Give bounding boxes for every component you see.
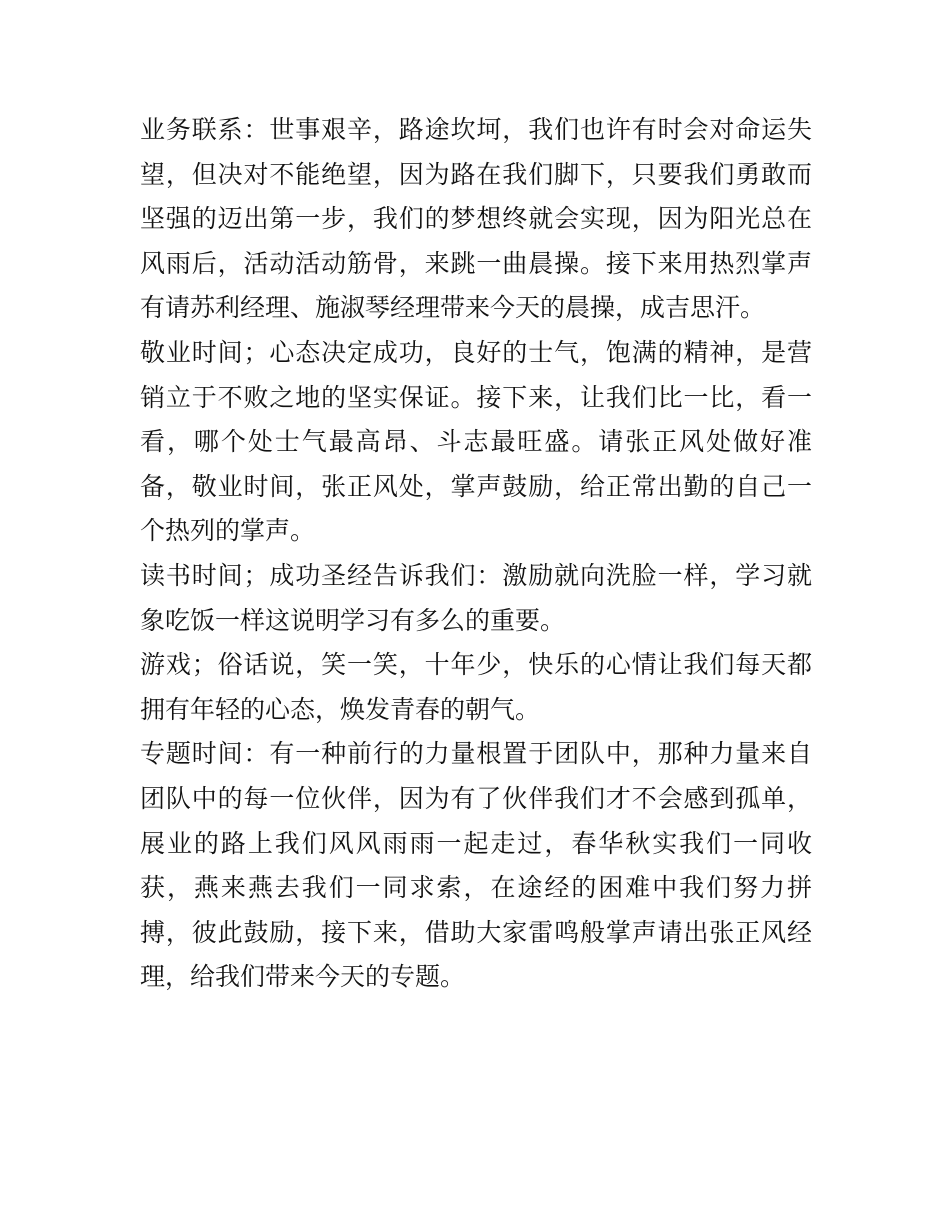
paragraph-reading-time: 读书时间；成功圣经告诉我们：激励就向洗脸一样，学习就象吃饭一样这说明学习有多么的重要。 — [140, 560, 812, 635]
document-body — [140, 108, 812, 1000]
paragraph-dedication-time: 敬业时间；心态决定成功，良好的士气，饱满的精神，是营销立于不败之地的坚实保证。接下来，让我们比一比，看一看，哪个处士气最高昂、斗志最旺盛。请张正风处做好准备，敬业时间，张正风处，掌声鼓励，给正常出勤的自己一个热列的掌声。 — [140, 337, 812, 546]
paragraph-topic-time: 专题时间：有一种前行的力量根置于团队中，那种力量来自团队中的每一位伙伴，因为有了伙伴我们才不会感到孤单，展业的路上我们风风雨雨一起走过，春华秋实我们一同收获，燕来燕去我们一同求索，在途经的困难中我们努力拼搏，彼此鼓励，接下来，借助大家雷鸣般掌声请出张正风经理，给我们带来今天的专题。 — [140, 739, 812, 992]
paragraph-business-contact: 业务联系：世事艰辛，路途坎坷，我们也许有时会对命运失望，但决对不能绝望，因为路在我们脚下，只要我们勇敢而坚强的迈出第一步，我们的梦想终就会实现，因为阳光总在风雨后，活动活动筋骨，来跳一曲晨操。接下来用热烈掌声有请苏利经理、施淑琴经理带来今天的晨操，成吉思汗。 — [140, 115, 812, 323]
paragraph-game: 游戏；俗话说，笑一笑，十年少，快乐的心情让我们每天都拥有年轻的心态，焕发青春的朝气。 — [140, 650, 812, 724]
